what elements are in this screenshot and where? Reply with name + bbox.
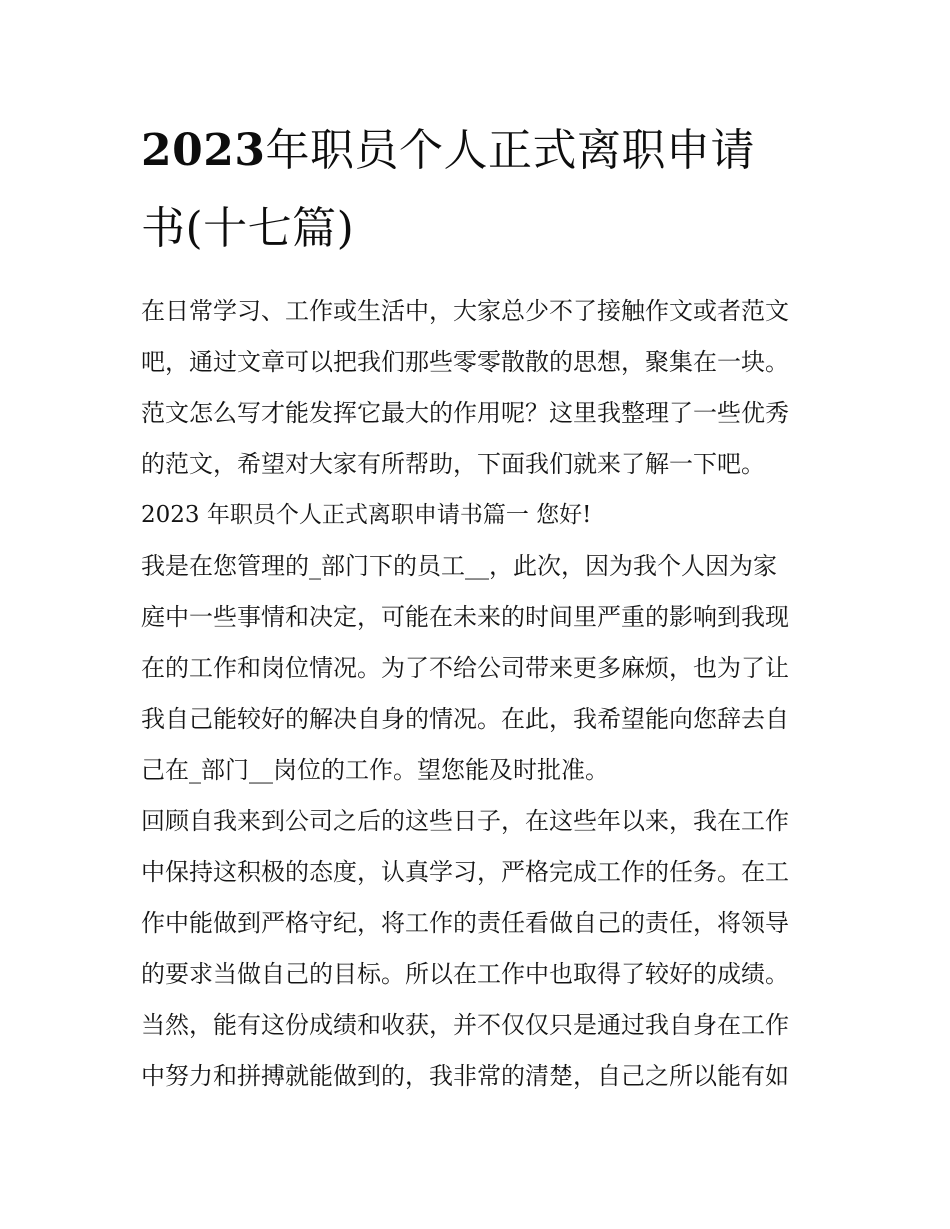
body-line: 庭中一些事情和决定，可能在未来的时间里严重的影响到我现 <box>141 603 789 631</box>
body-line: 吧，通过文章可以把我们那些零零散散的思想，聚集在一块。 <box>141 348 789 376</box>
body-line: 我自己能较好的解决自身的情况。在此，我希望能向您辞去自 <box>141 705 789 733</box>
title-line-1 <box>141 112 813 190</box>
body-line: 范文怎么写才能发挥它最大的作用呢？这里我整理了一些优秀 <box>141 399 789 427</box>
body-line: 在的工作和岗位情况。为了不给公司带来更多麻烦，也为了让 <box>141 654 789 682</box>
document-content <box>141 112 813 1102</box>
title-text: 书(十七篇) <box>141 203 355 254</box>
body-line: 在日常学习、工作或生活中，大家总少不了接触作文或者范文 <box>141 297 789 325</box>
document-title <box>141 112 813 268</box>
body-line: 己在_部门__岗位的工作。望您能及时批准。 <box>141 756 609 784</box>
title-text: 年职员个人正式离职申请 <box>265 125 755 176</box>
body-line: 的范文，希望对大家有所帮助，下面我们就来了解一下吧。 <box>141 450 765 478</box>
body-line: 中努力和拼搏就能做到的，我非常的清楚，自己之所以能有如 <box>141 1062 789 1090</box>
body-line: 作中能做到严格守纪，将工作的责任看做自己的责任，将领导 <box>141 909 789 937</box>
section-heading-line: 2023 年职员个人正式离职申请书篇一 您好! <box>141 502 592 528</box>
body-line: 中保持这积极的态度，认真学习，严格完成工作的任务。在工 <box>141 858 789 886</box>
body-line: 回顾自我来到公司之后的这些日子，在这些年以来，我在工作 <box>141 807 789 835</box>
document-body <box>141 286 813 1102</box>
body-line: 我是在您管理的_部门下的员工__，此次，因为我个人因为家 <box>141 552 777 580</box>
body-line: 的要求当做自己的目标。所以在工作中也取得了较好的成绩。 <box>141 960 789 988</box>
title-line-2 <box>141 190 813 268</box>
body-line: 当然，能有这份成绩和收获，并不仅仅只是通过我自身在工作 <box>141 1011 789 1039</box>
title-year: 2023 <box>141 125 266 176</box>
